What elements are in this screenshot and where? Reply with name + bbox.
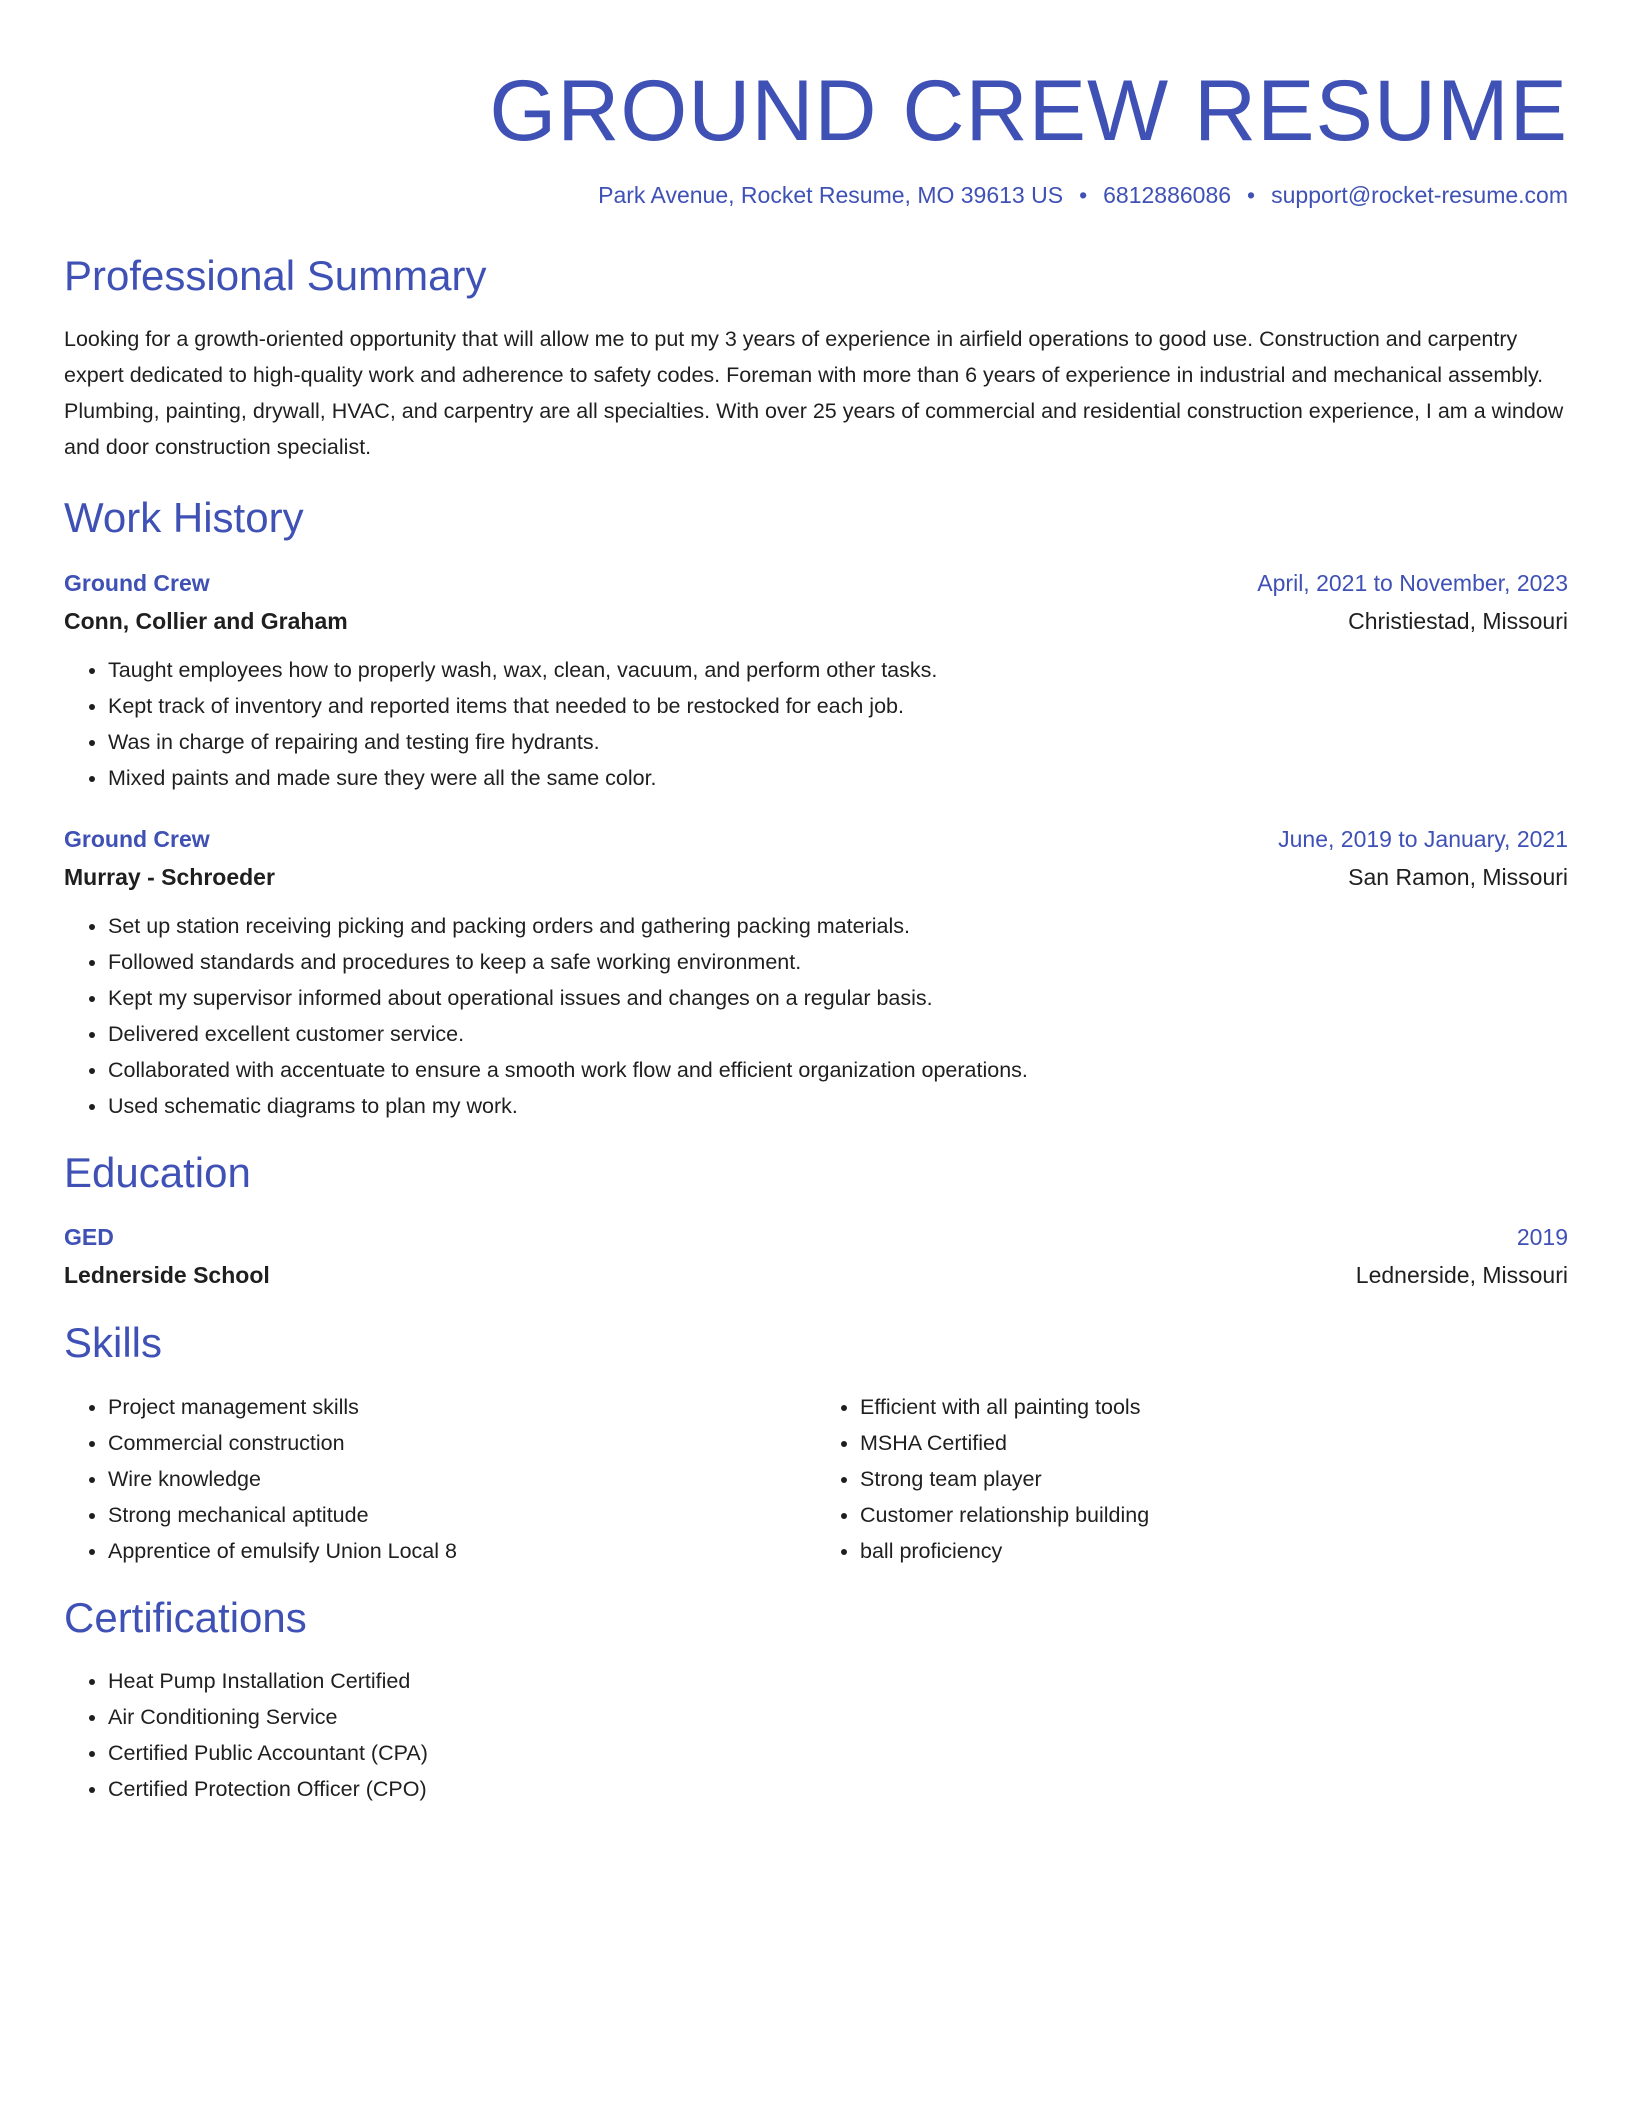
list-item: • Mixed paints and made sure they were all the same color. bbox=[108, 760, 1568, 796]
contact-line bbox=[64, 181, 1568, 211]
job-role: Ground Crew bbox=[64, 825, 210, 852]
job-role: Ground Crew bbox=[64, 569, 210, 596]
list-item: • Wire knowledge bbox=[108, 1461, 816, 1497]
section-title-certifications: Certifications bbox=[64, 1593, 307, 1641]
list-item: • Customer relationship building bbox=[860, 1497, 1568, 1533]
summary-section bbox=[64, 251, 1568, 465]
address-text: Park Avenue, Rocket Resume, MO 39613 US bbox=[598, 182, 1064, 209]
summary-text: Looking for a growth-oriented opportunity that will allow me to put my 3 years of experience in airfield operations to good use. Construction and carpentry expert dedicated to high-quality work and adherence to safety codes. Foreman with more than 6 years of experience in industrial and mechanical assembly. Plumbing, painting, drywall, HVAC, and carpentry are all specialties. With over 25 years of commercial and residential construction experience, I am a window and door construction specialist. bbox=[64, 327, 1564, 460]
job-dates: June, 2019 to January, 2021 bbox=[1278, 825, 1568, 852]
phone-text: 6812886086 bbox=[1103, 182, 1232, 209]
list-item: • Kept track of inventory and reported items that needed to be restocked for each job. bbox=[108, 688, 1568, 724]
list-item: • Followed standards and procedures to keep a safe working environment. bbox=[108, 944, 1568, 980]
section-title-summary: Professional Summary bbox=[64, 252, 487, 300]
list-item: • Kept my supervisor informed about operational issues and changes on a regular basis. bbox=[108, 980, 1568, 1016]
job-company: Murray - Schroeder bbox=[64, 863, 275, 890]
education-location: Lednerside, Missouri bbox=[1355, 1262, 1568, 1289]
skills-section bbox=[64, 1318, 1568, 1568]
list-item: • Efficient with all painting tools bbox=[860, 1389, 1568, 1425]
list-item: • Project management skills bbox=[108, 1389, 816, 1425]
job-entry bbox=[64, 820, 1568, 1124]
list-item: • MSHA Certified bbox=[860, 1425, 1568, 1461]
education-school: Lednerside School bbox=[64, 1262, 270, 1289]
certifications-section bbox=[64, 1593, 1568, 1807]
resume-title: GROUND CREW RESUME bbox=[489, 63, 1568, 159]
separator-dot: • bbox=[1079, 182, 1088, 209]
education-degree: GED bbox=[64, 1224, 114, 1251]
section-title-work: Work History bbox=[64, 494, 304, 542]
list-item: • Was in charge of repairing and testing fire hydrants. bbox=[108, 724, 1568, 760]
list-item: • Air Conditioning Service bbox=[108, 1699, 1568, 1735]
section-title-skills: Skills bbox=[64, 1319, 163, 1367]
list-item: • Used schematic diagrams to plan my work. bbox=[108, 1088, 1568, 1124]
list-item: • Set up station receiving picking and packing orders and gathering packing materials. bbox=[108, 908, 1568, 944]
job-entry bbox=[64, 564, 1568, 796]
job-duties-list bbox=[64, 652, 1568, 796]
job-duties-list bbox=[64, 908, 1568, 1124]
list-item: • Certified Protection Officer (CPO) bbox=[108, 1771, 1568, 1807]
list-item: • ball proficiency bbox=[860, 1533, 1568, 1569]
list-item: • Commercial construction bbox=[108, 1425, 816, 1461]
education-section bbox=[64, 1148, 1568, 1294]
resume-page bbox=[64, 40, 1568, 1831]
list-item: • Apprentice of emulsify Union Local 8 bbox=[108, 1533, 816, 1569]
list-item: • Strong mechanical aptitude bbox=[108, 1497, 816, 1533]
job-company: Conn, Collier and Graham bbox=[64, 607, 348, 634]
section-title-education: Education bbox=[64, 1148, 251, 1196]
job-location: San Ramon, Missouri bbox=[1348, 863, 1568, 890]
list-item: • Delivered excellent customer service. bbox=[108, 1016, 1568, 1052]
list-item: • Certified Public Accountant (CPA) bbox=[108, 1735, 1568, 1771]
work-history-section bbox=[64, 493, 1568, 1123]
job-location: Christiestad, Missouri bbox=[1348, 607, 1568, 634]
skills-columns bbox=[64, 1389, 1568, 1569]
separator-dot: • bbox=[1247, 182, 1256, 209]
list-item: • Collaborated with accentuate to ensure a smooth work flow and efficient organization operations. bbox=[108, 1052, 1568, 1088]
list-item: • Taught employees how to properly wash, wax, clean, vacuum, and perform other tasks. bbox=[108, 652, 1568, 688]
email-link[interactable]: support@rocket-resume.com bbox=[1271, 182, 1568, 209]
skills-list-right bbox=[816, 1389, 1568, 1569]
education-year: 2019 bbox=[1516, 1224, 1568, 1251]
certifications-list bbox=[64, 1663, 1568, 1807]
list-item: • Heat Pump Installation Certified bbox=[108, 1663, 1568, 1699]
skills-list-left bbox=[64, 1389, 816, 1569]
list-item: • Strong team player bbox=[860, 1461, 1568, 1497]
job-dates: April, 2021 to November, 2023 bbox=[1257, 569, 1568, 596]
